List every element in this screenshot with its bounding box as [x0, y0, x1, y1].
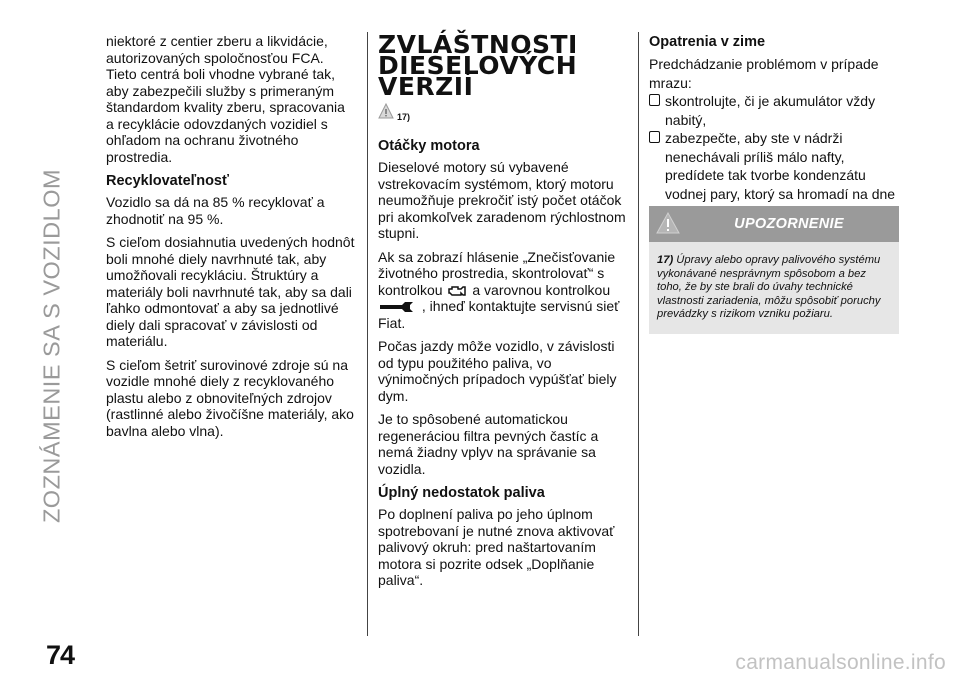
chapter-section-title	[378, 30, 630, 101]
warning-triangle-icon	[378, 103, 394, 119]
text-fragment: Ak sa zobrazí hlásenie „Znečisťovanie životného prostredia, skontrolovať“ s kontrolkou	[378, 248, 616, 298]
page-number: 74	[46, 640, 75, 670]
paragraph: Je to spôsobené automatickou regeneráciou filtra pevných častíc a nemá žiadny vplyv na správanie sa vozidla.	[378, 411, 599, 477]
section-heading: Opatrenia v zime	[649, 34, 766, 50]
text-fragment: , ihneď kontaktujte servisnú sieť Fiat.	[378, 298, 620, 331]
paragraph: S cieľom dosiahnutia uvedených hodnôt boli mnohé diely navrhnuté tak, aby umožňovali recykláciu. Štruktúry a materiály boli navrhnuté tak, aby sa dali ľahko odmontovať a aby sa jednotlivé diely dali spracovať v závislosti od materiálu.	[106, 234, 355, 349]
paragraph: Predchádzanie problémom v prípade mrazu:	[649, 56, 879, 91]
warning-number: 17)	[657, 254, 674, 266]
paragraph: niektoré z centier zberu a likvidácie, autorizovaných spoločnosťou FCA. Tieto centrá boli vhodne vybrané tak, aby zabezpečili služby s primeraným štandardom kvality zberu, spracovania a recyklácie odovzdaných vozidiel s ohľadom na ochranu životného prostredia.	[106, 33, 345, 165]
paragraph: Dieselové motory sú vybavené vstrekovacím systémom, ktorý motoru neumožňuje prekročiť istý počet otáčok pri akomkoľvek zaradenom rýchlostnom stupni.	[378, 159, 626, 241]
engine-check-icon	[446, 284, 468, 298]
paragraph: Vozidlo sa dá na 85 % recyklovať a zhodnotiť na 95 %.	[106, 194, 325, 227]
watermark: carmanualsonline.info	[735, 651, 946, 674]
chapter-title-text: ZOZNÁMENIE SA S VOZIDLOM	[38, 168, 65, 524]
warning-box	[649, 206, 899, 334]
column-divider	[638, 32, 639, 636]
text-fragment: a varovnou kontrolkou	[472, 281, 611, 298]
warning-header	[649, 206, 899, 242]
warning-body	[649, 242, 899, 334]
warning-text: Úpravy alebo opravy palivového systému vykonávané nesprávnym spôsobom a bez toho, že by ste brali do úvahy technické vlastnosti zariadenia, môžu spôsobiť poruchy prevádzky s rizikom vzniku požiaru.	[657, 254, 881, 321]
list-item-text: skontrolujte, či je akumulátor vždy nabitý,	[665, 93, 876, 128]
paragraph: Po doplnení paliva po jeho úplnom spotrebovaní je nutné znova aktivovať palivový okruh: pred naštartovaním motora si pozrite odsek „Doplňanie paliva“.	[378, 506, 615, 588]
section-heading: Otáčky motora	[378, 138, 480, 154]
warning-reference	[378, 103, 630, 129]
title-line: VERZIÍ	[378, 72, 474, 101]
section-heading: Úplný nedostatok paliva	[378, 485, 545, 501]
section-heading: Recyklovateľnosť	[106, 173, 229, 189]
column-right	[649, 33, 901, 222]
paragraph-with-icons	[378, 249, 630, 332]
column-divider	[367, 32, 368, 636]
wrench-icon	[378, 300, 418, 314]
checkbox-bullet-icon	[649, 94, 660, 106]
paragraph: S cieľom šetriť surovinové zdroje sú na vozidle mnohé diely z recyklovaného plastu alebo z obnoviteľných zdrojov (rastlinné alebo živočíšne materiály, ako bavlna alebo vlna).	[106, 356, 354, 439]
warning-ref-number: 17)	[397, 112, 411, 122]
title-line: DIESELOVÝCH	[378, 51, 578, 80]
checkbox-bullet-icon	[649, 131, 660, 143]
list-item	[649, 92, 901, 129]
paragraph: Počas jazdy môže vozidlo, v závislosti od typu použitého paliva, vo výnimočných prípadoch vypúšťať biely dym.	[378, 338, 617, 404]
column-left	[106, 33, 356, 446]
title-line: ZVLÁŠTNOSTI	[378, 30, 578, 59]
column-middle	[378, 30, 630, 596]
list-item-text: zabezpečte, aby ste v nádrži nenechávali príliš málo nafty, predídete tak tvorbe kondenzátu vodnej pary, ktorý sa hromadí na dne	[665, 130, 896, 202]
warning-title: UPOZORNENIE	[734, 216, 844, 232]
